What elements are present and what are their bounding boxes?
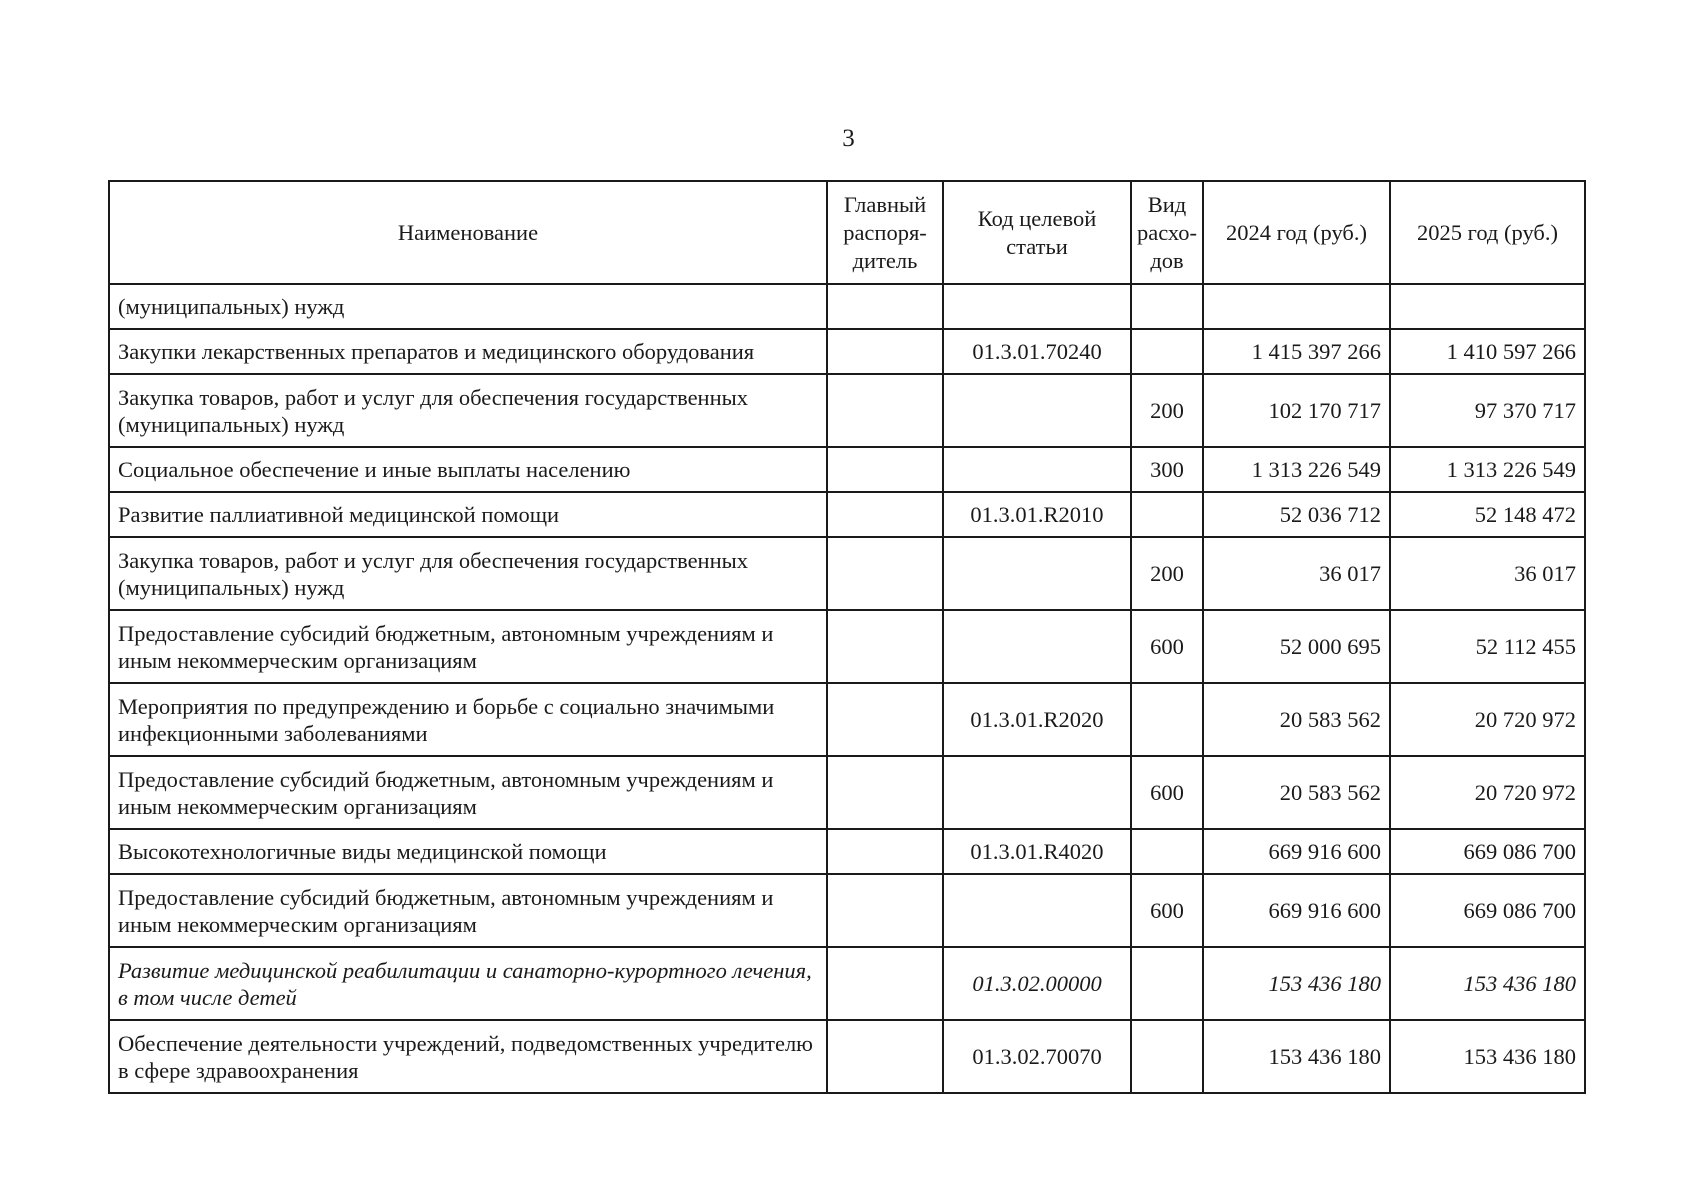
cell-amount-2024 bbox=[1203, 284, 1390, 329]
table-row bbox=[109, 1020, 1585, 1093]
cell-target-code bbox=[943, 874, 1131, 947]
cell-amount-2025: 20 720 972 bbox=[1390, 683, 1585, 756]
cell-main-manager bbox=[827, 610, 943, 683]
cell-expense-type bbox=[1131, 329, 1203, 374]
cell-name: Развитие медицинской реабилитации и санаторно-курортного лечения, в том числе детей bbox=[109, 947, 827, 1020]
cell-amount-2024: 1 415 397 266 bbox=[1203, 329, 1390, 374]
cell-amount-2024: 153 436 180 bbox=[1203, 1020, 1390, 1093]
cell-main-manager bbox=[827, 284, 943, 329]
table-row bbox=[109, 537, 1585, 610]
cell-expense-type bbox=[1131, 1020, 1203, 1093]
cell-target-code bbox=[943, 374, 1131, 447]
cell-target-code: 01.3.01.R2020 bbox=[943, 683, 1131, 756]
cell-name: Развитие паллиативной медицинской помощи bbox=[109, 492, 827, 537]
cell-expense-type bbox=[1131, 492, 1203, 537]
cell-expense-type bbox=[1131, 947, 1203, 1020]
budget-table bbox=[108, 180, 1586, 1094]
table-row bbox=[109, 610, 1585, 683]
cell-amount-2025: 97 370 717 bbox=[1390, 374, 1585, 447]
cell-amount-2025: 1 313 226 549 bbox=[1390, 447, 1585, 492]
table-header-row bbox=[109, 181, 1585, 284]
cell-name: (муниципальных) нужд bbox=[109, 284, 827, 329]
table-row bbox=[109, 447, 1585, 492]
cell-name: Закупка товаров, работ и услуг для обеспечения государственных (муниципальных) нужд bbox=[109, 374, 827, 447]
page-number: 3 bbox=[842, 125, 855, 152]
table-row bbox=[109, 756, 1585, 829]
cell-amount-2025: 153 436 180 bbox=[1390, 1020, 1585, 1093]
cell-expense-type: 200 bbox=[1131, 374, 1203, 447]
cell-target-code bbox=[943, 447, 1131, 492]
cell-target-code bbox=[943, 537, 1131, 610]
table-row bbox=[109, 947, 1585, 1020]
cell-main-manager bbox=[827, 447, 943, 492]
cell-amount-2025: 669 086 700 bbox=[1390, 874, 1585, 947]
cell-amount-2025 bbox=[1390, 284, 1585, 329]
header-name: Наименование bbox=[109, 181, 827, 284]
cell-name: Высокотехнологичные виды медицинской помощи bbox=[109, 829, 827, 874]
cell-amount-2024: 669 916 600 bbox=[1203, 874, 1390, 947]
cell-main-manager bbox=[827, 829, 943, 874]
cell-amount-2024: 20 583 562 bbox=[1203, 683, 1390, 756]
cell-amount-2025: 52 112 455 bbox=[1390, 610, 1585, 683]
cell-main-manager bbox=[827, 492, 943, 537]
cell-name: Предоставление субсидий бюджетным, автономным учреждениям и иным некоммерческим организациям bbox=[109, 874, 827, 947]
table-row bbox=[109, 284, 1585, 329]
cell-main-manager bbox=[827, 756, 943, 829]
cell-amount-2024: 52 000 695 bbox=[1203, 610, 1390, 683]
header-year-2024: 2024 год (руб.) bbox=[1203, 181, 1390, 284]
cell-main-manager bbox=[827, 374, 943, 447]
cell-amount-2025: 1 410 597 266 bbox=[1390, 329, 1585, 374]
cell-amount-2024: 669 916 600 bbox=[1203, 829, 1390, 874]
table-row bbox=[109, 374, 1585, 447]
header-main-manager: Главный распоря-дитель bbox=[827, 181, 943, 284]
table-row bbox=[109, 683, 1585, 756]
cell-amount-2024: 20 583 562 bbox=[1203, 756, 1390, 829]
cell-name: Закупка товаров, работ и услуг для обеспечения государственных (муниципальных) нужд bbox=[109, 537, 827, 610]
cell-amount-2024: 102 170 717 bbox=[1203, 374, 1390, 447]
cell-expense-type: 300 bbox=[1131, 447, 1203, 492]
cell-name: Социальное обеспечение и иные выплаты населению bbox=[109, 447, 827, 492]
cell-expense-type: 200 bbox=[1131, 537, 1203, 610]
cell-target-code: 01.3.01.R4020 bbox=[943, 829, 1131, 874]
header-expense-type: Вид расхо-дов bbox=[1131, 181, 1203, 284]
table-row bbox=[109, 329, 1585, 374]
cell-expense-type: 600 bbox=[1131, 610, 1203, 683]
cell-amount-2024: 1 313 226 549 bbox=[1203, 447, 1390, 492]
cell-target-code bbox=[943, 756, 1131, 829]
cell-target-code bbox=[943, 284, 1131, 329]
cell-main-manager bbox=[827, 947, 943, 1020]
cell-target-code bbox=[943, 610, 1131, 683]
cell-amount-2025: 669 086 700 bbox=[1390, 829, 1585, 874]
header-target-code: Код целевой статьи bbox=[943, 181, 1131, 284]
cell-expense-type bbox=[1131, 683, 1203, 756]
cell-main-manager bbox=[827, 683, 943, 756]
table-row bbox=[109, 492, 1585, 537]
cell-name: Обеспечение деятельности учреждений, подведомственных учредителю в сфере здравоохранения bbox=[109, 1020, 827, 1093]
table-row bbox=[109, 874, 1585, 947]
cell-amount-2025: 20 720 972 bbox=[1390, 756, 1585, 829]
table-body bbox=[109, 284, 1585, 1093]
cell-main-manager bbox=[827, 329, 943, 374]
cell-amount-2025: 153 436 180 bbox=[1390, 947, 1585, 1020]
cell-amount-2025: 36 017 bbox=[1390, 537, 1585, 610]
cell-amount-2024: 153 436 180 bbox=[1203, 947, 1390, 1020]
header-year-2025: 2025 год (руб.) bbox=[1390, 181, 1585, 284]
cell-name: Предоставление субсидий бюджетным, автономным учреждениям и иным некоммерческим организациям bbox=[109, 756, 827, 829]
cell-name: Мероприятия по предупреждению и борьбе с социально значимыми инфекционными заболеваниями bbox=[109, 683, 827, 756]
cell-name: Предоставление субсидий бюджетным, автономным учреждениям и иным некоммерческим организациям bbox=[109, 610, 827, 683]
cell-target-code: 01.3.01.70240 bbox=[943, 329, 1131, 374]
cell-amount-2024: 36 017 bbox=[1203, 537, 1390, 610]
cell-expense-type bbox=[1131, 829, 1203, 874]
cell-target-code: 01.3.02.00000 bbox=[943, 947, 1131, 1020]
cell-main-manager bbox=[827, 537, 943, 610]
cell-target-code: 01.3.01.R2010 bbox=[943, 492, 1131, 537]
table-row bbox=[109, 829, 1585, 874]
cell-name: Закупки лекарственных препаратов и медицинского оборудования bbox=[109, 329, 827, 374]
cell-main-manager bbox=[827, 1020, 943, 1093]
cell-expense-type: 600 bbox=[1131, 756, 1203, 829]
cell-target-code: 01.3.02.70070 bbox=[943, 1020, 1131, 1093]
cell-main-manager bbox=[827, 874, 943, 947]
cell-amount-2025: 52 148 472 bbox=[1390, 492, 1585, 537]
cell-expense-type bbox=[1131, 284, 1203, 329]
cell-expense-type: 600 bbox=[1131, 874, 1203, 947]
cell-amount-2024: 52 036 712 bbox=[1203, 492, 1390, 537]
